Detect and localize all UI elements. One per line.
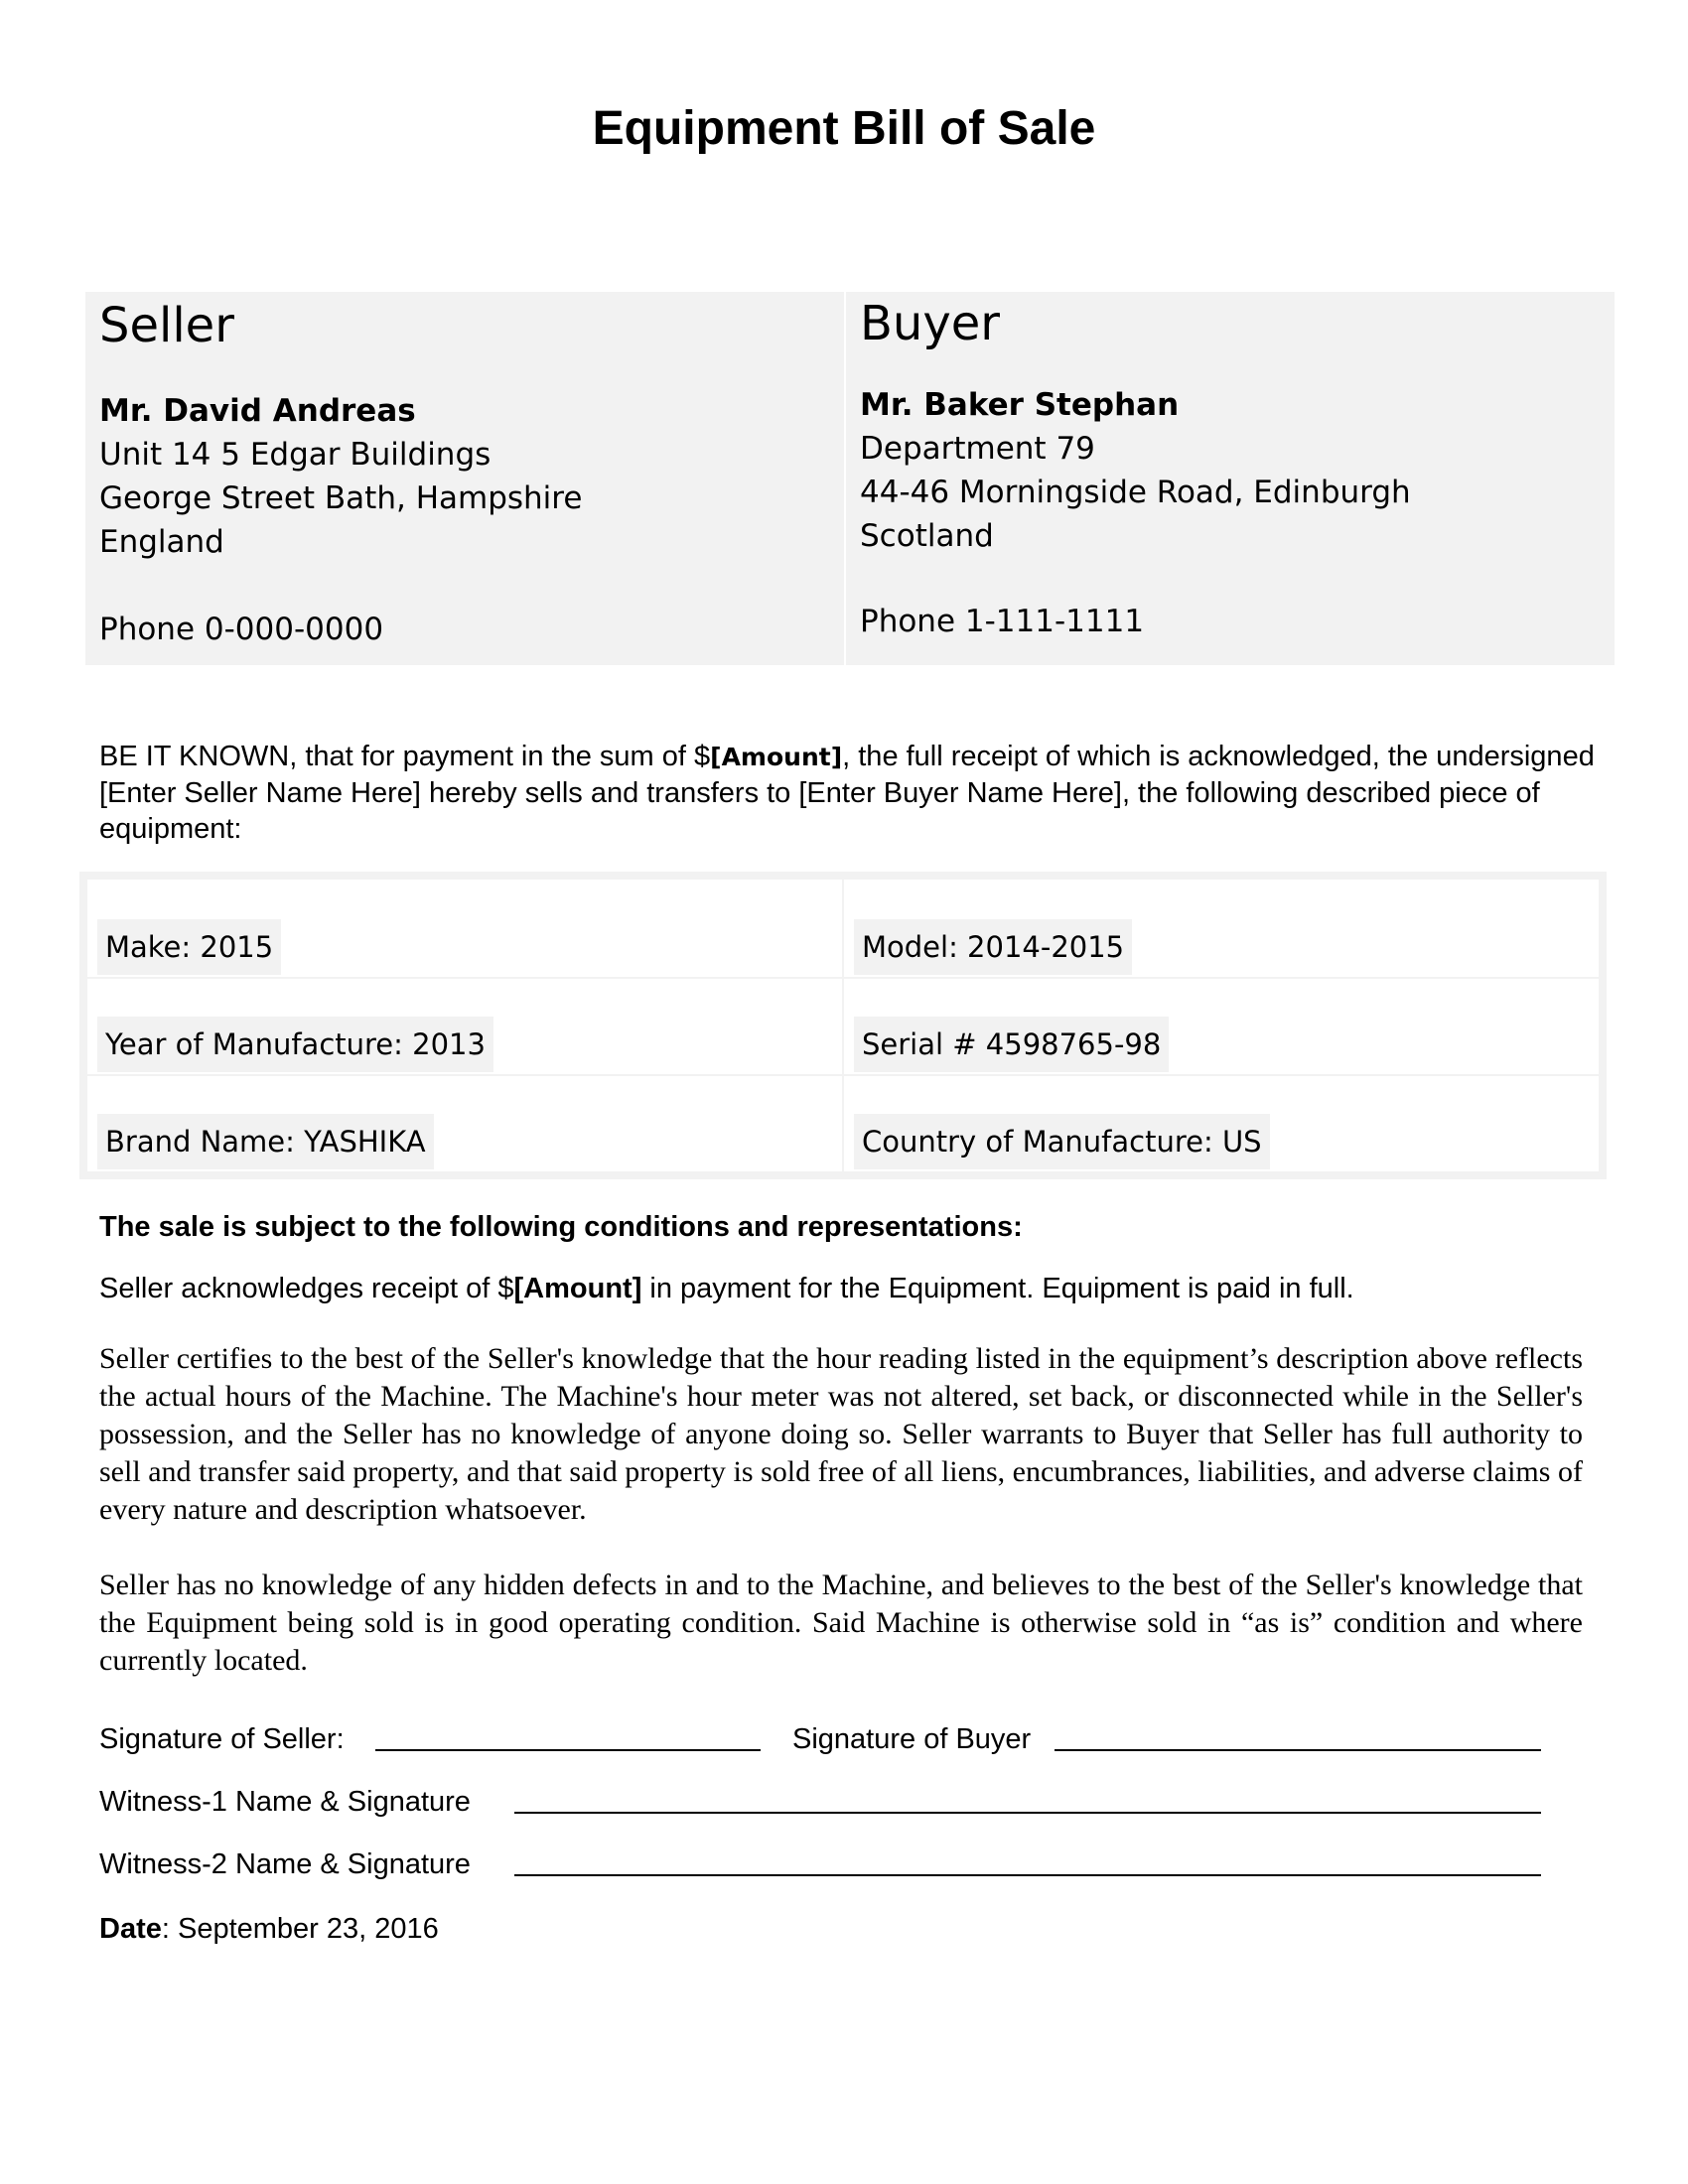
- document-title: Equipment Bill of Sale: [592, 102, 1096, 155]
- party-info-table: [85, 292, 1615, 665]
- equipment-brand: Brand Name: YASHIKA: [97, 1114, 434, 1169]
- signature-row: [99, 1720, 1539, 1760]
- payment-acknowledgement: [99, 1271, 1354, 1306]
- buyer-heading: Buyer: [860, 296, 1001, 351]
- buyer-signature-label: Signature of Buyer: [792, 1723, 1032, 1755]
- buyer-signature-line[interactable]: [1055, 1749, 1541, 1751]
- date-label: Date: [99, 1913, 162, 1945]
- ack-amount-placeholder: [Amount]: [513, 1273, 642, 1304]
- witness2-row: [99, 1845, 1539, 1885]
- ack-text-start: Seller acknowledges receipt of $: [99, 1273, 514, 1304]
- seller-address-line2: George Street Bath, Hampshire: [99, 480, 583, 516]
- seller-heading: Seller: [99, 298, 234, 353]
- equipment-column-divider: [842, 880, 844, 1171]
- intro-text-start: BE IT KNOWN, that for payment in the sum of $: [99, 741, 711, 772]
- seller-signature-line[interactable]: [375, 1749, 761, 1751]
- witness1-signature-line[interactable]: [514, 1812, 1541, 1814]
- buyer-name: Mr. Baker Stephan: [860, 387, 1180, 423]
- equipment-table-inner: [87, 880, 1599, 1171]
- seller-address-line1: Unit 14 5 Edgar Buildings: [99, 437, 492, 473]
- equipment-model: Model: 2014-2015: [854, 919, 1132, 975]
- equipment-table: [79, 872, 1607, 1179]
- seller-phone: Phone 0-000-0000: [99, 612, 384, 647]
- seller-section: [85, 292, 846, 665]
- date-row: [99, 1910, 439, 1948]
- seller-signature-label: Signature of Seller:: [99, 1723, 345, 1755]
- date-value: : September 23, 2016: [161, 1913, 439, 1945]
- defects-paragraph: Seller has no knowledge of any hidden defects in and to the Machine, and believes to the best of the Seller's knowledge that the Equipment being sold is in good operating condition. Said Machine is otherwise sold in “as is” condition and where currently located.: [99, 1569, 1583, 1677]
- buyer-section: [846, 292, 1615, 665]
- equipment-row-divider: [87, 977, 1599, 979]
- buyer-address-line1: Department 79: [860, 431, 1095, 467]
- buyer-address-line3: Scotland: [860, 518, 994, 554]
- equipment-country: Country of Manufacture: US: [854, 1114, 1270, 1169]
- seller-name: Mr. David Andreas: [99, 393, 416, 429]
- conditions-heading: The sale is subject to the following conditions and representations:: [99, 1211, 1023, 1243]
- equipment-row-divider: [87, 1074, 1599, 1076]
- equipment-year: Year of Manufacture: 2013: [97, 1017, 493, 1072]
- witness2-signature-line[interactable]: [514, 1874, 1541, 1876]
- intro-paragraph: [99, 739, 1599, 847]
- intro-text-end: , the full receipt of which is acknowledged, the undersigned [Enter Seller Name Here] hereby sells and transfers to [Enter Buyer Name Here], the following described piece of equipment:: [99, 741, 1595, 845]
- buyer-address-line2: 44-46 Morningside Road, Edinburgh: [860, 475, 1411, 510]
- seller-address-line3: England: [99, 524, 224, 560]
- equipment-serial: Serial # 4598765-98: [854, 1017, 1169, 1072]
- witness1-label: Witness-1 Name & Signature: [99, 1786, 471, 1818]
- witness2-label: Witness-2 Name & Signature: [99, 1848, 471, 1880]
- buyer-phone: Phone 1-111-1111: [860, 604, 1145, 639]
- intro-amount-placeholder: [Amount]: [710, 743, 843, 771]
- witness1-row: [99, 1783, 1539, 1823]
- ack-text-end: in payment for the Equipment. Equipment is paid in full.: [641, 1273, 1354, 1304]
- equipment-make: Make: 2015: [97, 919, 281, 975]
- certification-paragraph: Seller certifies to the best of the Seller's knowledge that the hour reading listed in the equipment’s description above reflects the actual hours of the Machine. The Machine's hour meter was not altered, set back, or disconnected while in the Seller's possession, and the Seller has no knowledge of anyone doing so. Seller warrants to Buyer that Seller has full authority to sell and transfer said property, and that said property is sold free of all liens, encumbrances, liabilities, and adverse claims of every nature and description whatsoever.: [99, 1342, 1583, 1526]
